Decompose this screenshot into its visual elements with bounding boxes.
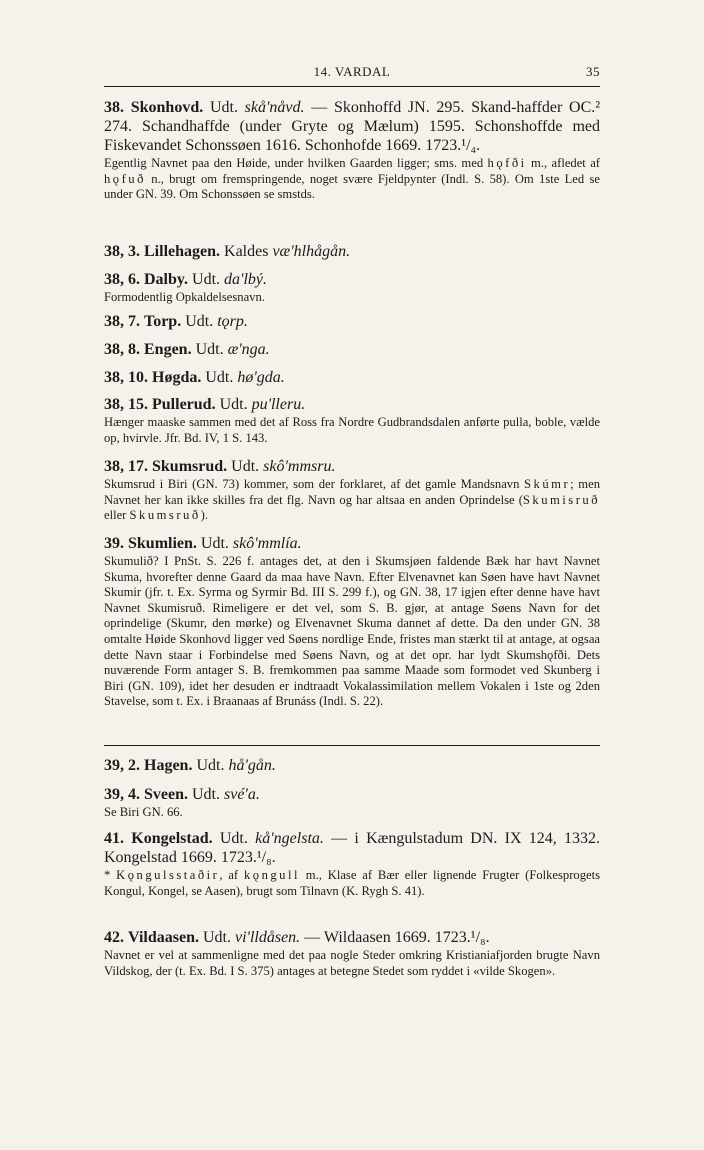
header-rule (104, 86, 600, 87)
entry-38-7: 38, 7. Torp. Udt. tǫrp. (104, 313, 248, 330)
entry-39: 39. Skumlien. Udt. skô'mmlía. Skumulið? I PnSt. S. 226 f. antages det, at den i Skumsjøen faldende Bæk har havt Navnet Skuma, hvorefter denne Gaard da maa have Navn. Efter Elvenavnet kan Søen have havt Navnet Skumir (jfr. t. Ex. Syrma og Syrmir Bd. III S. 299 f.), og GN. 38, 17 igjen efter denne have havt Navnet Skumisruð. Rimeligere er det vel, som S. B. gjør, at antage Søens Navn for det oprindelige (Skumr, den mørke) og Elvenavnet Skuma dannet af dette. Da den under GN. 38 omtalte Høide Skonhovd ligger ved Søens nordlige Ende, fristes man stærkt til at antage, at ogsaa dette Navn staar i Forbindelse med Søens Navn, og at det opr. har lydt Skumshǫfði. Dets nuværende Form antager S. B. fremkommen paa samme Maade som formodet ved Skunberg i Biri (GN. 109), idet her desuden er indtraadt Vokalassimilation mellem Vokalen i 1ste og 2den Stavelse, som t. Ex. i Braanaas af Brunáss (Indl. S. 22). (104, 535, 600, 709)
entry-38-17: 38, 17. Skumsrud. Udt. skô'mmsru. Skumsrud i Biri (GN. 73) kommer, som der forklaret, af det gamle Mandsnavn Skúmr; men Navnet her kan ikke skilles fra det flg. Navn og har altsaa en anden Oprindelse (Skumisruð eller Skumsruð). (104, 458, 600, 523)
entry-39-4: 39, 4. Sveen. Udt. své'a. Se Biri GN. 66. (104, 786, 260, 819)
entry-42: 42. Vildaasen. Udt. vi'lldåsen. — Wildaasen 1669. 1723.¹/₈. Navnet er vel at sammenligne med det paa nogle Steder omkring Kristianiafjorden brugte Navn Vildskog, der (t. Ex. Bd. I S. 375) antages at betegne Stedet som ryddet i «vilde Skogen». (104, 929, 600, 978)
page-number: 35 (586, 64, 600, 79)
entry-39-2: 39, 2. Hagen. Udt. hå'gån. (104, 757, 276, 774)
entry-note: Egentlig Navnet paa den Høide, under hvilken Gaarden ligger; sms. med hǫfði m., afledet af hǫfuð n., brugt om fremspringende, noget svære Fjeldpynter (Indl. S. 58). Om 1ste Led se under GN. 39. Om Schonssøen se smstds. (104, 156, 600, 202)
running-header (104, 64, 600, 84)
entry-38-15: 38, 15. Pullerud. Udt. pu'lleru. Hænger maaske sammen med det af Ross fra Nordre Gudbrandsdalen anførte pulla, boble, vælde op, hvirvle. Jfr. Bd. IV, 1 S. 143. (104, 396, 600, 445)
chapter-title: 14. VARDAL (313, 64, 391, 79)
entry-38-3: 38, 3. Lillehagen. Kaldes væ'hlhågån. (104, 243, 351, 260)
entry-38 (104, 98, 600, 203)
entry-38-8: 38, 8. Engen. Udt. æ'nga. (104, 341, 270, 358)
entry-heading: 38. Skonhovd. Udt. skå'nåvd. — Skonhoffd JN. 295. Skand-haffder OC.² 274. Schandhaffde (under Gryte og Mælum) 1595. Schonshoffde med Fiskevandet Schonssøen 1616. Schonhofde 1669. 1723.¹/₄. (104, 99, 601, 154)
entry-41: 41. Kongelstad. Udt. kå'ngelsta. — i Kængulstadum DN. IX 124, 1332. Kongelstad 1669. 1723.¹/₈. * Kǫngulsstaðir, af kǫngull m., Klase af Bær eller lignende Frugter (Folkesprogets Kongul, Kongel, se Aasen), brugt som Tilnavn (K. Rygh S. 41). (104, 830, 601, 898)
section-rule (104, 745, 600, 746)
entry-38-6: 38, 6. Dalby. Udt. da'lbý. Formodentlig Opkaldelsesnavn. (104, 271, 267, 304)
entry-38-10: 38, 10. Høgda. Udt. hø'gda. (104, 369, 285, 386)
